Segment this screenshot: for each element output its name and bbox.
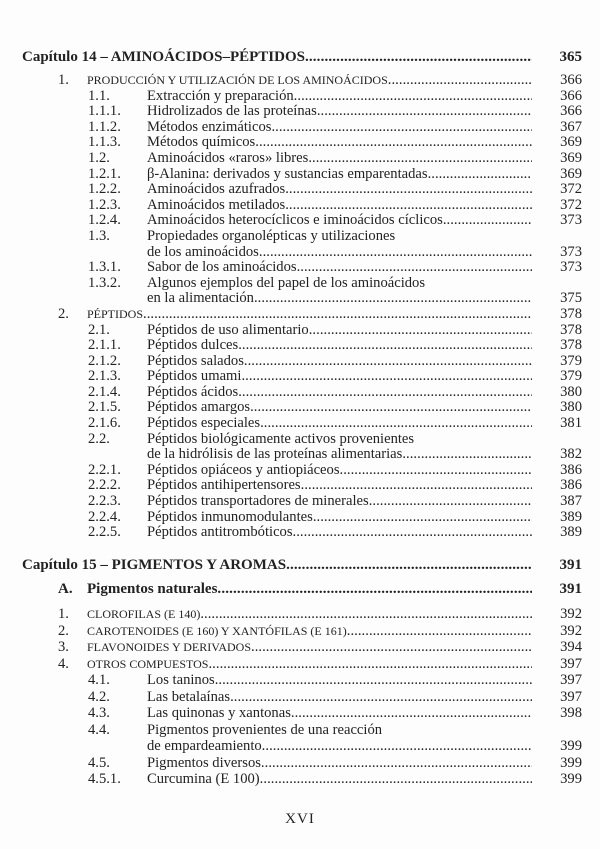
toc-entry	[0, 606, 600, 623]
entry-number: 1.2.3.	[88, 196, 121, 213]
dot-leader	[347, 623, 532, 640]
page-number: 380	[560, 383, 582, 400]
toc-entry	[0, 151, 600, 167]
entry-title: Capítulo 14 – AMINOÁCIDOS–PÉPTIDOS	[22, 49, 305, 65]
entry-title: Propiedades organolépticas y utilizaciones	[147, 228, 396, 244]
entry-title: Péptidos ácidos	[147, 384, 239, 400]
entry-title: Péptidos salados	[147, 353, 244, 369]
page-number: 397	[560, 672, 582, 688]
dot-leader	[143, 307, 532, 323]
entry-number: 1.3.	[88, 227, 110, 244]
page-number: 386	[560, 477, 582, 494]
toc-entry	[0, 276, 600, 292]
entry-number: 1.	[58, 606, 69, 622]
entry-title-wrap	[22, 48, 532, 66]
page-number: 380	[560, 399, 582, 416]
dot-leader	[261, 755, 532, 772]
entry-title: Aminoácidos heterocíclicos e iminoácidos cíclicos	[147, 213, 443, 229]
entry-title: Péptidos antihipertensores	[147, 478, 301, 494]
entry-number: A.	[58, 580, 73, 597]
entry-title-wrap	[147, 463, 532, 479]
entry-number: 1.1.3.	[88, 134, 121, 151]
entry-title: Péptidos opiáceos y antiopiáceos	[147, 462, 340, 478]
entry-number: 2.2.5.	[88, 524, 121, 541]
entry-title: Curcumina (E 100)	[147, 771, 260, 787]
entry-number: 1.2.	[88, 149, 110, 166]
toc-entry	[0, 400, 600, 416]
entry-number: 2.	[58, 305, 69, 322]
dot-leader	[230, 689, 532, 706]
page-number: 373	[560, 212, 582, 229]
entry-title: PÉPTIDOS	[87, 306, 144, 321]
toc-entry	[0, 755, 600, 772]
chapter-heading	[0, 557, 600, 574]
dot-leader	[313, 510, 532, 526]
entry-title-wrap	[147, 198, 532, 214]
entry-title-wrap	[147, 689, 532, 706]
page-number: 391	[559, 580, 582, 597]
toc-entry	[0, 689, 600, 706]
entry-title: Hidrolizados de las proteínas	[147, 104, 317, 120]
entry-title-wrap	[147, 276, 532, 292]
page-number: 381	[560, 415, 582, 432]
dot-leader	[291, 705, 532, 722]
dot-leader	[294, 89, 532, 105]
entry-title: de la hidrólisis de las proteínas alimentarias	[147, 447, 403, 463]
entry-title-wrap	[147, 213, 532, 229]
page-number: 369	[560, 165, 582, 182]
dot-leader	[443, 213, 532, 229]
entry-title: Sabor de los aminoácidos	[147, 260, 297, 276]
entry-title-wrap	[147, 104, 532, 120]
entry-title: β-Alanina: derivados y sustancias emparentadas	[147, 166, 428, 182]
entry-title: PRODUCCIÓN Y UTILIZACIÓN DE LOS AMINOÁCIDOS	[87, 73, 388, 87]
toc-entry	[0, 338, 600, 354]
dot-leader	[251, 639, 532, 656]
dot-leader	[402, 447, 532, 463]
toc-entry	[0, 323, 600, 339]
toc-entry	[0, 771, 600, 788]
page-number: 373	[560, 259, 582, 276]
entry-title: Las quinonas y xantonas	[147, 705, 291, 721]
toc-entry	[0, 260, 600, 276]
entry-title-wrap	[147, 323, 532, 339]
entry-title-wrap	[147, 354, 532, 370]
entry-title-wrap	[147, 291, 532, 307]
entry-number: 2.1.2.	[88, 352, 121, 369]
entry-number: 1.1.1.	[88, 103, 121, 120]
entry-title: Péptidos especiales	[147, 416, 261, 432]
entry-number: 1.3.1.	[88, 259, 121, 276]
entry-title-wrap	[147, 705, 532, 722]
entry-title: Las betalaínas	[147, 688, 231, 705]
toc-entry	[0, 198, 600, 214]
toc-entry	[0, 656, 600, 673]
toc-entry	[0, 722, 600, 739]
entry-title-wrap	[87, 656, 532, 673]
page-number: 397	[560, 688, 582, 705]
entry-title-wrap	[87, 623, 532, 640]
chapter-14	[0, 48, 600, 541]
dot-leader	[309, 323, 532, 339]
page-number: 367	[560, 118, 582, 135]
page-number: 373	[560, 243, 582, 260]
dot-leader	[238, 338, 532, 354]
entry-title-wrap	[147, 755, 532, 772]
toc-entry	[0, 494, 600, 510]
page-number: 378	[560, 305, 582, 322]
page-number: 378	[560, 321, 582, 338]
entry-number: 2.1.5.	[88, 399, 121, 416]
dot-leader	[244, 354, 532, 370]
page-number: 378	[560, 337, 582, 354]
toc-entry	[0, 307, 600, 323]
entry-number: 2.1.1.	[88, 337, 121, 354]
entry-title-wrap	[147, 494, 532, 510]
chapter-15	[0, 557, 600, 788]
toc-entry	[0, 89, 600, 105]
dot-leader	[301, 478, 532, 494]
page-number: 386	[560, 461, 582, 478]
page-number: 387	[560, 493, 582, 510]
entry-number: 4.5.1.	[88, 771, 121, 787]
toc-entry	[0, 167, 600, 183]
entry-title: Péptidos de uso alimentario	[147, 322, 309, 338]
toc-entry	[0, 245, 600, 261]
page-number-footer: XVI	[285, 811, 315, 827]
dot-leader	[297, 260, 532, 276]
page-number: 398	[560, 705, 582, 721]
dot-leader	[260, 416, 532, 432]
dot-leader	[255, 135, 532, 151]
page-number: 394	[560, 639, 582, 655]
dot-leader	[260, 771, 532, 788]
entry-title: Métodos químicos	[147, 135, 256, 151]
page-number: 366	[560, 103, 582, 120]
entry-title-wrap	[147, 369, 532, 385]
entry-title-wrap	[147, 478, 532, 494]
entry-number: 1.2.1.	[88, 165, 121, 182]
entry-number: 2.1.4.	[88, 383, 121, 400]
page-number: 375	[560, 290, 582, 307]
entry-title: Métodos enzimáticos	[147, 119, 272, 135]
entry-title-wrap	[147, 771, 532, 788]
dot-leader	[262, 738, 532, 755]
entry-title: Pigmentos provenientes de una reacción	[147, 721, 383, 738]
entry-title: Péptidos umami	[147, 369, 242, 385]
page-number: 392	[560, 606, 582, 622]
toc-entry	[0, 213, 600, 229]
entry-title-wrap	[147, 338, 532, 354]
page-number: 379	[560, 352, 582, 369]
toc-entry	[0, 182, 600, 198]
entry-number: 2.1.	[88, 321, 110, 338]
entry-title: Péptidos antitrombóticos	[147, 525, 293, 541]
entry-title: Péptidos dulces	[147, 338, 239, 354]
toc-entry	[0, 463, 600, 479]
entry-title-wrap	[147, 525, 532, 541]
toc-entry	[0, 478, 600, 494]
entry-title-wrap	[147, 400, 532, 416]
entry-title-wrap	[147, 510, 532, 526]
toc-entry	[0, 135, 600, 151]
entry-title-wrap	[147, 167, 532, 183]
entry-number: 2.2.3.	[88, 493, 121, 510]
entry-title-wrap	[147, 182, 532, 198]
entry-number: 2.2.4.	[88, 508, 121, 525]
entry-number: 4.3.	[88, 705, 110, 721]
entry-title: Algunos ejemplos del papel de los aminoácidos	[147, 275, 426, 291]
page-number: 391	[559, 557, 582, 573]
dot-leader	[208, 656, 532, 673]
entry-number: 1.2.2.	[88, 181, 121, 198]
toc-entry	[0, 416, 600, 432]
toc-entry	[0, 432, 600, 448]
entry-title-wrap	[147, 229, 532, 245]
entry-title-wrap	[87, 307, 532, 323]
page-number: 372	[560, 181, 582, 198]
entry-number: 3.	[58, 639, 69, 655]
entry-title: Péptidos amargos	[147, 400, 251, 416]
toc-entry	[0, 623, 600, 640]
toc-entry	[0, 120, 600, 136]
entry-title-wrap	[147, 447, 532, 463]
page-number: 389	[560, 508, 582, 525]
entry-number: 2.1.3.	[88, 368, 121, 385]
entry-number: 1.1.2.	[88, 118, 121, 135]
page-number: 399	[560, 738, 582, 754]
page-number: 392	[560, 622, 582, 639]
entry-title-wrap	[147, 260, 532, 276]
toc-entry	[0, 291, 600, 307]
entry-title-wrap	[147, 722, 532, 739]
entry-number: 2.2.2.	[88, 477, 121, 494]
entry-title: Pigmentos naturales	[87, 580, 218, 597]
entry-title-wrap	[147, 432, 532, 448]
entry-title-wrap	[87, 581, 532, 598]
entry-title: OTROS COMPUESTOS	[87, 656, 209, 671]
entry-title-wrap	[147, 245, 532, 261]
dot-leader	[305, 48, 532, 66]
entry-title-wrap	[147, 120, 532, 136]
entry-title-wrap	[147, 135, 532, 151]
toc-entry	[0, 510, 600, 526]
page-number: 379	[560, 368, 582, 385]
dot-leader	[308, 151, 532, 167]
entry-title: Péptidos transportadores de minerales	[147, 494, 369, 510]
entry-title-wrap	[147, 738, 532, 755]
entry-title-wrap	[147, 672, 532, 689]
entry-title-wrap	[147, 416, 532, 432]
entry-title-wrap	[87, 73, 532, 89]
entry-title-wrap	[22, 557, 532, 574]
entry-title: Capítulo 15 – PIGMENTOS Y AROMAS	[22, 557, 287, 573]
entry-number: 1.3.2.	[88, 274, 121, 291]
chapter-heading	[0, 48, 600, 66]
page-number: 399	[560, 771, 582, 787]
dot-leader	[250, 400, 532, 416]
dot-leader	[217, 581, 532, 598]
entry-number: 2.2.	[88, 430, 110, 447]
entry-title: Péptidos biológicamente activos provenientes	[147, 431, 415, 447]
entry-title: Aminoácidos azufrados	[147, 182, 286, 198]
toc-entry	[0, 385, 600, 401]
toc-entry	[0, 354, 600, 370]
entry-number: 4.2.	[88, 688, 110, 705]
entry-number: 1.2.4.	[88, 212, 121, 229]
entry-title: CLOROFILAS (E 140)	[87, 607, 201, 621]
dot-leader	[200, 606, 532, 623]
entry-number: 2.	[58, 622, 69, 639]
entry-number: 4.4.	[88, 721, 110, 738]
entry-number: 2.2.1.	[88, 461, 121, 478]
page-number: 382	[560, 446, 582, 463]
dot-leader	[340, 463, 532, 479]
entry-title: Aminoácidos metilados	[147, 197, 286, 213]
dot-leader	[369, 494, 532, 510]
toc-entry	[0, 104, 600, 120]
page-number: 389	[560, 524, 582, 541]
dot-leader	[428, 167, 532, 183]
page-number: 366	[560, 87, 582, 104]
entry-number: 1.	[58, 72, 69, 88]
dot-leader	[317, 104, 532, 120]
dot-leader	[285, 198, 532, 214]
entry-title: Extracción y preparación	[147, 88, 294, 104]
entry-title: CAROTENOIDES (E 160) Y XANTÓFILAS (E 161)	[87, 623, 347, 638]
entry-number: 4.5.	[88, 754, 110, 771]
entry-number: 2.1.6.	[88, 415, 121, 432]
section-heading	[0, 581, 600, 598]
entry-title: en la alimentación	[147, 291, 254, 307]
page-number: 397	[560, 655, 582, 672]
dot-leader	[254, 291, 532, 307]
toc-entry	[0, 447, 600, 463]
dot-leader	[259, 245, 532, 261]
toc-entry	[0, 672, 600, 689]
dot-leader	[241, 369, 532, 385]
toc-entry	[0, 369, 600, 385]
entry-number: 1.1.	[88, 87, 110, 104]
toc-entry	[0, 639, 600, 656]
toc-entry	[0, 73, 600, 89]
entry-title: de los aminoácidos	[147, 244, 259, 260]
entry-title: Pigmentos diversos	[147, 754, 261, 771]
entry-title-wrap	[87, 606, 532, 623]
page-number: 399	[560, 754, 582, 771]
entry-title: Los taninos	[147, 672, 215, 688]
entry-title-wrap	[147, 89, 532, 105]
entry-title-wrap	[87, 639, 532, 656]
entry-number: 4.	[58, 655, 69, 672]
entry-title: Péptidos inmunomodulantes	[147, 509, 313, 525]
toc-entry	[0, 705, 600, 722]
dot-leader	[285, 182, 532, 198]
dot-leader	[215, 672, 532, 689]
entry-title: de empardeamiento	[147, 738, 262, 754]
toc-entry	[0, 525, 600, 541]
entry-title: FLAVONOIDES Y DERIVADOS	[87, 640, 252, 654]
toc-entry	[0, 738, 600, 755]
page-number: 366	[560, 72, 582, 88]
dot-leader	[388, 73, 532, 89]
toc-entry	[0, 229, 600, 245]
dot-leader	[238, 385, 532, 401]
entry-title-wrap	[147, 151, 532, 167]
page-number: 369	[560, 134, 582, 151]
page-number: 369	[560, 149, 582, 166]
dot-leader	[271, 120, 532, 136]
entry-number: 4.1.	[88, 672, 110, 688]
page-number: 372	[560, 196, 582, 213]
dot-leader	[293, 525, 532, 541]
dot-leader	[286, 557, 532, 574]
page-number: 365	[559, 49, 582, 65]
entry-title-wrap	[147, 385, 532, 401]
entry-title: Aminoácidos «raros» libres	[147, 150, 309, 166]
